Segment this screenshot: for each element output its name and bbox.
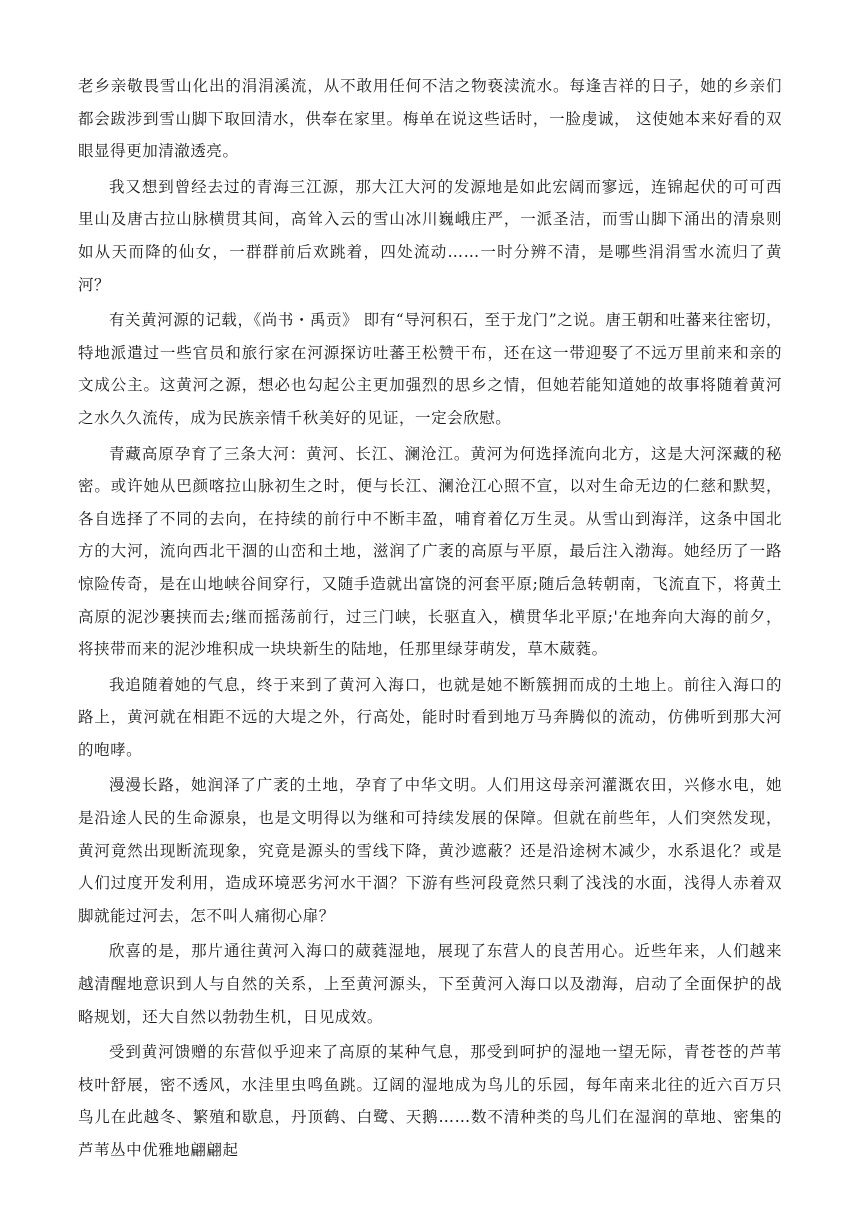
paragraph-3: 有关黄河源的记载，《尚书・禹贡》 即有“导河积石，至于龙门”之说。唐王朝和吐蕃来往密切，特地派遣过一些官员和旅行家在河源探访吐蕃王松赞干布，还在这一带迎娶了不远万里前来和亲的文成公主。这黄河之源，想必也勾起公主更加强烈的思乡之情，但她若能知道她的故事将随着黄河之水久久流传，成为民族亲情千秋美好的见证，一定会欣慰。: [78, 311, 782, 427]
paragraph-4: 青藏高原孕育了三条大河：黄河、长江、澜沧江。黄河为何选择流向北方，这是大河深藏的秘密。或许她从巴颜喀拉山脉初生之时，便与长江、澜沧江心照不宣，以对生命无边的仁慈和默契，各自选择了不同的去向，在持续的前行中不断丰盈，哺育着亿万生灵。从雪山到海洋，这条中国北方的大河，流向西北干涸的山峦和土地，滋润了广袤的高原与平原，最后注入渤海。她经历了一路惊险传奇，是在山地峡谷间穿行，又随手造就出富饶的河套平原;随后急转朝南，飞流直下，将黄土高原的泥沙裹挟而去;继而摇荡前行，过三门峡，长驱直入，横贯华北平原;'在地奔向大海的前夕，将挟带而来的泥沙堆积成一块块新生的陆地，任那里绿芽萌发，草木葳蕤。: [78, 444, 782, 659]
paragraph-5: 我追随着她的气息，终于来到了黄河入海口，也就是她不断簇拥而成的土地上。前往入海口的路上，黄河就在相距不远的大堤之外，行高处，能时时看到地万马奔腾似的流动，仿佛听到那大河的咆哮。: [78, 675, 782, 759]
paragraph-7: 欣喜的是，那片通往黄河入海口的葳蕤湿地，展现了东营人的良苦用心。近些年来，人们越来越清醒地意识到人与自然的关系，上至黄河源头，下至黄河入海口以及渤海，启动了全面保护的战略规划，还大自然以勃勃生机，日见成效。: [78, 942, 782, 1026]
paragraph-1: 老乡亲敬畏雪山化出的涓涓溪流，从不敢用任何不洁之物亵渎流水。每逢吉祥的日子，她的乡亲们都会跋涉到雪山脚下取回清水，供奉在家里。梅单在说这些话时，一脸虔诚， 这使她本来好看的双眼显得更加清澈透亮。: [78, 77, 782, 161]
paragraph-6: 漫漫长路，她润泽了广袤的土地，孕育了中华文明。人们用这母亲河灌溉农田，兴修水电，她是沿途人民的生命源泉，也是文明得以为继和可持续发展的保障。但就在前些年，人们突然发现，黄河竟然出现断流现象，究竟是源头的雪线下降，黄沙遮蔽？还是沿途树木减少，水系退化？或是人们过度开发利用，造成环境恶劣河水干涸？下游有些河段竟然只剩了浅浅的水面，浅得人赤着双脚就能过河去，怎不叫人痛彻心扉？: [78, 776, 782, 925]
paragraph-2: 我又想到曾经去过的青海三江源，那大江大河的发源地是如此宏阔而寥远，连锦起伏的可可西里山及唐古拉山脉横贯其间，高耸入云的雪山冰川巍峨庄严，一派圣洁，而雪山脚下涌出的清泉则如从天而降的仙女，一群群前后欢跳着，四处流动……一时分辨不清，是哪些涓涓雪水流归了黄河？: [78, 177, 782, 294]
paragraph-8: 受到黄河馈赠的东营似乎迎来了高原的某种气息，那受到呵护的湿地一望无际，青苍苍的芦苇枝叶舒展，密不透风，水洼里虫鸣鱼跳。辽阔的湿地成为鸟儿的乐园，每年南来北往的近六百万只鸟儿在此越冬、繁殖和歇息，丹顶鹤、白鹭、天鹅……数不清种类的鸟儿们在湿润的草地、密集的芦苇丛中优雅地翩翩起: [78, 1043, 782, 1159]
document-page: [78, 70, 782, 1170]
